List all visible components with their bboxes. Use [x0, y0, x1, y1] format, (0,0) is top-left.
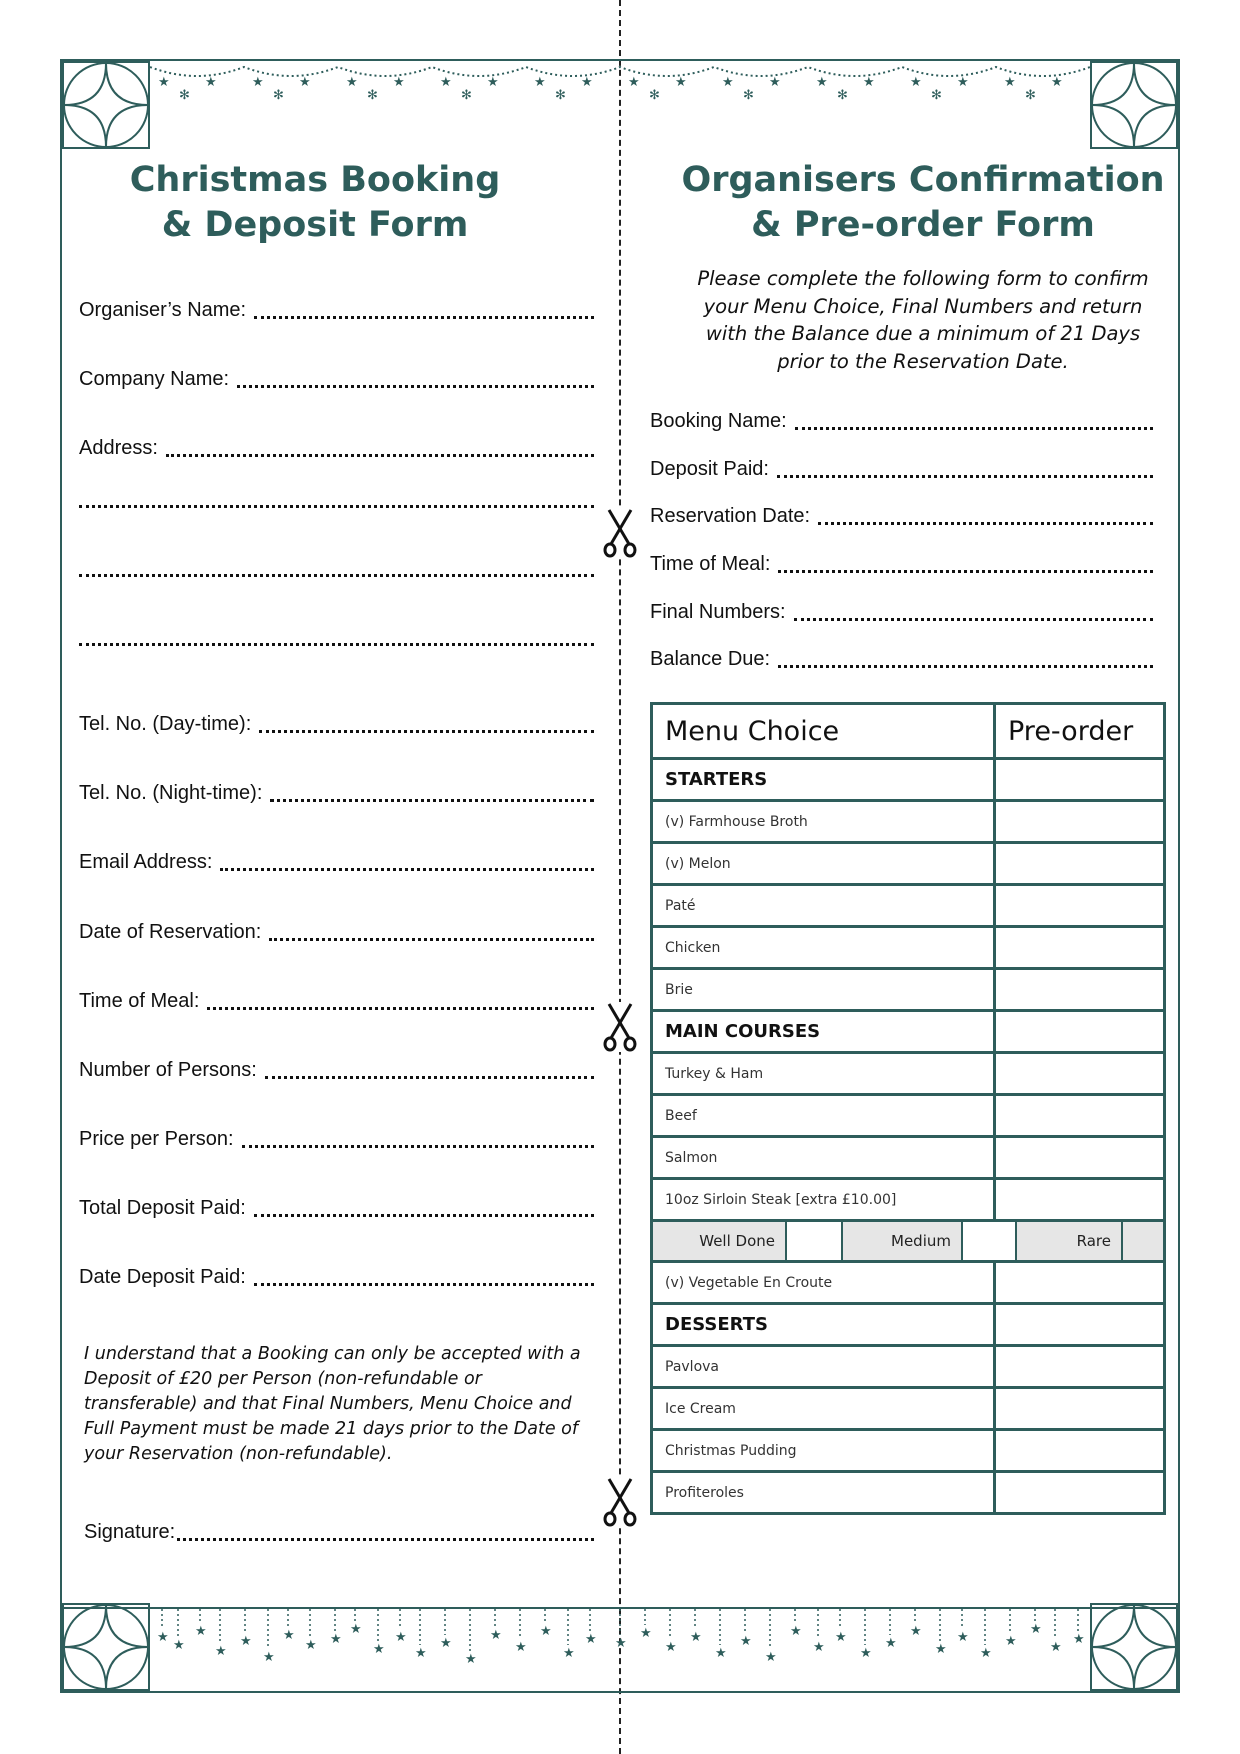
- dish-name: (v) Farmhouse Broth: [652, 801, 995, 843]
- scissors-icon: [602, 508, 638, 558]
- svg-text:★: ★: [957, 75, 969, 90]
- option-box-well-done[interactable]: [787, 1222, 843, 1260]
- svg-text:★: ★: [1005, 1634, 1017, 1649]
- svg-text:★: ★: [395, 1630, 407, 1645]
- preorder-cell[interactable]: [995, 1179, 1165, 1221]
- title-line: Christmas Booking: [129, 160, 501, 200]
- preorder-cell[interactable]: [995, 969, 1165, 1011]
- preorder-cell[interactable]: [995, 1388, 1165, 1430]
- fill-line[interactable]: [254, 1214, 594, 1217]
- svg-text:★: ★: [465, 1652, 477, 1667]
- fill-line[interactable]: [778, 665, 1153, 668]
- title-line: & Deposit Form: [161, 205, 469, 245]
- svg-text:★: ★: [1050, 1640, 1062, 1655]
- tel-day-field[interactable]: [79, 712, 594, 736]
- field-label: Date Deposit Paid:: [79, 1266, 246, 1288]
- field-label: Address:: [79, 437, 158, 459]
- corner-ornament-icon: [1090, 61, 1178, 149]
- svg-text:★: ★: [346, 75, 358, 90]
- option-label-well-done: Well Done: [653, 1222, 787, 1260]
- fill-line[interactable]: [166, 454, 594, 457]
- reservation-date-field[interactable]: [650, 504, 1153, 528]
- svg-text:✻: ✻: [461, 88, 472, 103]
- title-line: & Pre-order Form: [751, 205, 1095, 245]
- table-row: [652, 1053, 1165, 1095]
- dish-name: Profiteroles: [652, 1472, 995, 1514]
- fill-line[interactable]: [794, 618, 1153, 621]
- booking-name-field[interactable]: [650, 409, 1153, 433]
- steak-options: [653, 1222, 1163, 1260]
- section-heading: DESSERTS: [652, 1304, 995, 1346]
- meal-time-field[interactable]: [650, 552, 1153, 576]
- fill-line[interactable]: [265, 1076, 594, 1079]
- svg-text:★: ★: [157, 1630, 169, 1645]
- corner-ornament-icon: [62, 61, 150, 149]
- dish-name: Chicken: [652, 927, 995, 969]
- svg-text:★: ★: [860, 1646, 872, 1661]
- table-row: [652, 969, 1165, 1011]
- svg-text:✻: ✻: [367, 88, 378, 103]
- field-label: Signature:: [84, 1521, 176, 1543]
- svg-text:★: ★: [722, 75, 734, 90]
- svg-text:★: ★: [1051, 75, 1063, 90]
- svg-text:✻: ✻: [743, 88, 754, 103]
- total-deposit-field[interactable]: [79, 1196, 594, 1220]
- field-label: Number of Persons:: [79, 1059, 257, 1081]
- address-field[interactable]: [79, 436, 594, 460]
- star-garland-icon: [150, 61, 1092, 111]
- preorder-cell[interactable]: [995, 1053, 1165, 1095]
- fill-line[interactable]: [818, 522, 1153, 525]
- svg-text:★: ★: [740, 1634, 752, 1649]
- svg-text:✻: ✻: [273, 88, 284, 103]
- preorder-cell[interactable]: [995, 885, 1165, 927]
- field-label: Date of Reservation:: [79, 921, 262, 943]
- dish-name: Christmas Pudding: [652, 1430, 995, 1472]
- section-heading: MAIN COURSES: [652, 1011, 995, 1053]
- preorder-cell[interactable]: [995, 759, 1165, 801]
- steak-options-cell: [652, 1221, 1165, 1262]
- preorder-cell[interactable]: [995, 843, 1165, 885]
- svg-text:★: ★: [440, 1636, 452, 1651]
- svg-text:★: ★: [640, 1626, 652, 1641]
- svg-text:★: ★: [957, 1630, 969, 1645]
- table-row: [652, 1179, 1165, 1221]
- svg-text:★: ★: [283, 1628, 295, 1643]
- svg-text:★: ★: [765, 1650, 777, 1665]
- address-line-4[interactable]: [79, 643, 594, 649]
- svg-text:★: ★: [415, 1646, 427, 1661]
- svg-text:★: ★: [490, 1628, 502, 1643]
- dish-name: Turkey & Ham: [652, 1053, 995, 1095]
- svg-text:★: ★: [263, 1650, 275, 1665]
- svg-text:★: ★: [980, 1646, 992, 1661]
- svg-text:★: ★: [615, 1636, 627, 1651]
- scissors-icon: [602, 1477, 638, 1527]
- fill-line[interactable]: [777, 475, 1153, 478]
- option-label-rare: Rare: [1017, 1222, 1123, 1260]
- field-label: Final Numbers:: [650, 601, 786, 623]
- fill-line[interactable]: [270, 799, 594, 802]
- section-row: [652, 759, 1165, 801]
- price-per-person-field[interactable]: [79, 1127, 594, 1151]
- dish-name: 10oz Sirloin Steak [extra £10.00]: [652, 1179, 995, 1221]
- booking-form-title: [80, 158, 550, 248]
- fill-line[interactable]: [177, 1538, 594, 1541]
- dish-name: Pavlova: [652, 1346, 995, 1388]
- section-row: [652, 1011, 1165, 1053]
- title-line: Organisers Confirmation: [681, 160, 1165, 200]
- address-line-2[interactable]: [79, 505, 594, 511]
- fill-line[interactable]: [242, 1145, 594, 1148]
- field-label: Price per Person:: [79, 1128, 234, 1150]
- table-row: [652, 1388, 1165, 1430]
- field-label: Booking Name:: [650, 410, 787, 432]
- fill-line[interactable]: [220, 868, 594, 871]
- dish-name: Salmon: [652, 1137, 995, 1179]
- svg-text:★: ★: [393, 75, 405, 90]
- svg-text:✻: ✻: [837, 88, 848, 103]
- preorder-cell[interactable]: [995, 1262, 1165, 1304]
- signature-field[interactable]: [84, 1520, 594, 1544]
- svg-text:★: ★: [515, 1640, 527, 1655]
- svg-text:★: ★: [665, 1640, 677, 1655]
- svg-text:✻: ✻: [179, 88, 190, 103]
- preorder-form-title: [640, 158, 1206, 248]
- company-name-field[interactable]: [79, 367, 594, 391]
- column-header-menu: Menu Choice: [652, 704, 995, 759]
- svg-text:✻: ✻: [1025, 88, 1036, 103]
- deposit-paid-field[interactable]: [650, 457, 1153, 481]
- option-box-medium[interactable]: [963, 1222, 1017, 1260]
- meal-time-field[interactable]: [79, 989, 594, 1013]
- svg-text:★: ★: [440, 75, 452, 90]
- terms-note: I understand that a Booking can only be accepted with a Deposit of £20 per Person (non-refundable or transferable) and that Final Numbers, Menu Choice and Full Payment must be made 21 days prior to the Date of your Reservation (non-refundable).: [84, 1344, 581, 1464]
- svg-text:★: ★: [240, 1634, 252, 1649]
- persons-field[interactable]: [79, 1058, 594, 1082]
- svg-text:★: ★: [910, 75, 922, 90]
- table-row: [652, 1137, 1165, 1179]
- svg-text:★: ★: [534, 75, 546, 90]
- svg-text:★: ★: [487, 75, 499, 90]
- field-label: Total Deposit Paid:: [79, 1197, 246, 1219]
- fill-line[interactable]: [254, 316, 594, 319]
- svg-text:★: ★: [1073, 1632, 1085, 1647]
- dish-name: (v) Melon: [652, 843, 995, 885]
- intro-note: Please complete the following form to confirm your Menu Choice, Final Numbers and return with the Balance due a minimum of 21 Days prior to the Reservation Date.: [697, 267, 1149, 373]
- final-numbers-field[interactable]: [650, 600, 1153, 624]
- svg-text:★: ★: [158, 75, 170, 90]
- field-label: Reservation Date:: [650, 505, 811, 527]
- dish-name: Beef: [652, 1095, 995, 1137]
- svg-text:★: ★: [350, 1622, 362, 1637]
- dish-name: Paté: [652, 885, 995, 927]
- svg-text:★: ★: [835, 1630, 847, 1645]
- fill-line[interactable]: [207, 1007, 594, 1010]
- svg-text:★: ★: [769, 75, 781, 90]
- svg-text:★: ★: [816, 75, 828, 90]
- svg-text:★: ★: [252, 75, 264, 90]
- svg-text:★: ★: [215, 1644, 227, 1659]
- svg-text:✻: ✻: [931, 88, 942, 103]
- fill-line[interactable]: [237, 385, 594, 388]
- fill-line[interactable]: [79, 643, 594, 646]
- svg-text:★: ★: [581, 75, 593, 90]
- dish-name: Ice Cream: [652, 1388, 995, 1430]
- preorder-cell[interactable]: [995, 1430, 1165, 1472]
- steak-options-row: [652, 1221, 1165, 1262]
- field-label: Time of Meal:: [650, 553, 771, 575]
- svg-text:★: ★: [540, 1624, 552, 1639]
- svg-text:★: ★: [715, 1646, 727, 1661]
- svg-text:★: ★: [330, 1632, 342, 1647]
- table-row: [652, 1472, 1165, 1514]
- table-row: [652, 801, 1165, 843]
- fill-line[interactable]: [778, 570, 1153, 573]
- scissors-icon: [602, 1002, 638, 1052]
- section-heading: STARTERS: [652, 759, 995, 801]
- svg-text:★: ★: [299, 75, 311, 90]
- menu-preorder-table: [650, 702, 1166, 1515]
- star-garland-icon: [150, 1609, 1092, 1689]
- balance-due-field[interactable]: [650, 647, 1153, 671]
- reservation-date-field[interactable]: [79, 920, 594, 944]
- svg-text:✻: ✻: [555, 88, 566, 103]
- table-row: [652, 1095, 1165, 1137]
- svg-text:★: ★: [195, 1624, 207, 1639]
- svg-text:★: ★: [373, 1642, 385, 1657]
- field-label: Tel. No. (Night-time):: [79, 782, 263, 804]
- preorder-cell[interactable]: [995, 1137, 1165, 1179]
- field-label: Organiser’s Name:: [79, 299, 247, 321]
- fill-line[interactable]: [79, 574, 594, 577]
- table-header-row: [652, 704, 1165, 759]
- email-field[interactable]: [79, 850, 594, 874]
- dish-name: Brie: [652, 969, 995, 1011]
- svg-text:★: ★: [690, 1630, 702, 1645]
- column-header-preorder: Pre-order: [995, 704, 1165, 759]
- corner-ornament-icon: [1090, 1603, 1178, 1691]
- fill-line[interactable]: [269, 938, 594, 941]
- option-box-rare[interactable]: [1123, 1222, 1163, 1260]
- section-row: [652, 1304, 1165, 1346]
- svg-text:✻: ✻: [649, 88, 660, 103]
- svg-text:★: ★: [885, 1636, 897, 1651]
- preorder-cell[interactable]: [995, 927, 1165, 969]
- svg-text:★: ★: [305, 1638, 317, 1653]
- field-label: Email Address:: [79, 851, 213, 873]
- svg-text:★: ★: [935, 1642, 947, 1657]
- preorder-cell[interactable]: [995, 801, 1165, 843]
- table-row: [652, 885, 1165, 927]
- svg-text:★: ★: [675, 75, 687, 90]
- svg-text:★: ★: [173, 1638, 185, 1653]
- svg-text:★: ★: [1004, 75, 1016, 90]
- fill-line[interactable]: [795, 427, 1153, 430]
- svg-text:★: ★: [563, 1646, 575, 1661]
- svg-text:★: ★: [863, 75, 875, 90]
- fill-line[interactable]: [79, 505, 594, 508]
- preorder-cell[interactable]: [995, 1346, 1165, 1388]
- svg-text:★: ★: [585, 1632, 597, 1647]
- organiser-name-field[interactable]: [79, 298, 594, 322]
- table-row: [652, 927, 1165, 969]
- preorder-cell[interactable]: [995, 1095, 1165, 1137]
- table-row: [652, 1262, 1165, 1304]
- dish-name: (v) Vegetable En Croute: [652, 1262, 995, 1304]
- svg-text:★: ★: [813, 1640, 825, 1655]
- field-label: Time of Meal:: [79, 990, 200, 1012]
- deposit-date-field[interactable]: [79, 1265, 594, 1289]
- preorder-cell[interactable]: [995, 1011, 1165, 1053]
- table-row: [652, 843, 1165, 885]
- field-label: Balance Due:: [650, 648, 771, 670]
- svg-text:★: ★: [790, 1624, 802, 1639]
- option-label-medium: Medium: [843, 1222, 963, 1260]
- address-line-3[interactable]: [79, 574, 594, 580]
- svg-text:★: ★: [205, 75, 217, 90]
- svg-text:★: ★: [910, 1624, 922, 1639]
- fill-line[interactable]: [259, 730, 594, 733]
- fill-line[interactable]: [254, 1283, 594, 1286]
- field-label: Company Name:: [79, 368, 230, 390]
- tel-night-field[interactable]: [79, 781, 594, 805]
- corner-ornament-icon: [62, 1603, 150, 1691]
- svg-text:★: ★: [1030, 1622, 1042, 1637]
- field-label: Deposit Paid:: [650, 458, 769, 480]
- preorder-cell[interactable]: [995, 1304, 1165, 1346]
- preorder-cell[interactable]: [995, 1472, 1165, 1514]
- svg-text:★: ★: [628, 75, 640, 90]
- table-row: [652, 1430, 1165, 1472]
- field-label: Tel. No. (Day-time):: [79, 713, 252, 735]
- table-row: [652, 1346, 1165, 1388]
